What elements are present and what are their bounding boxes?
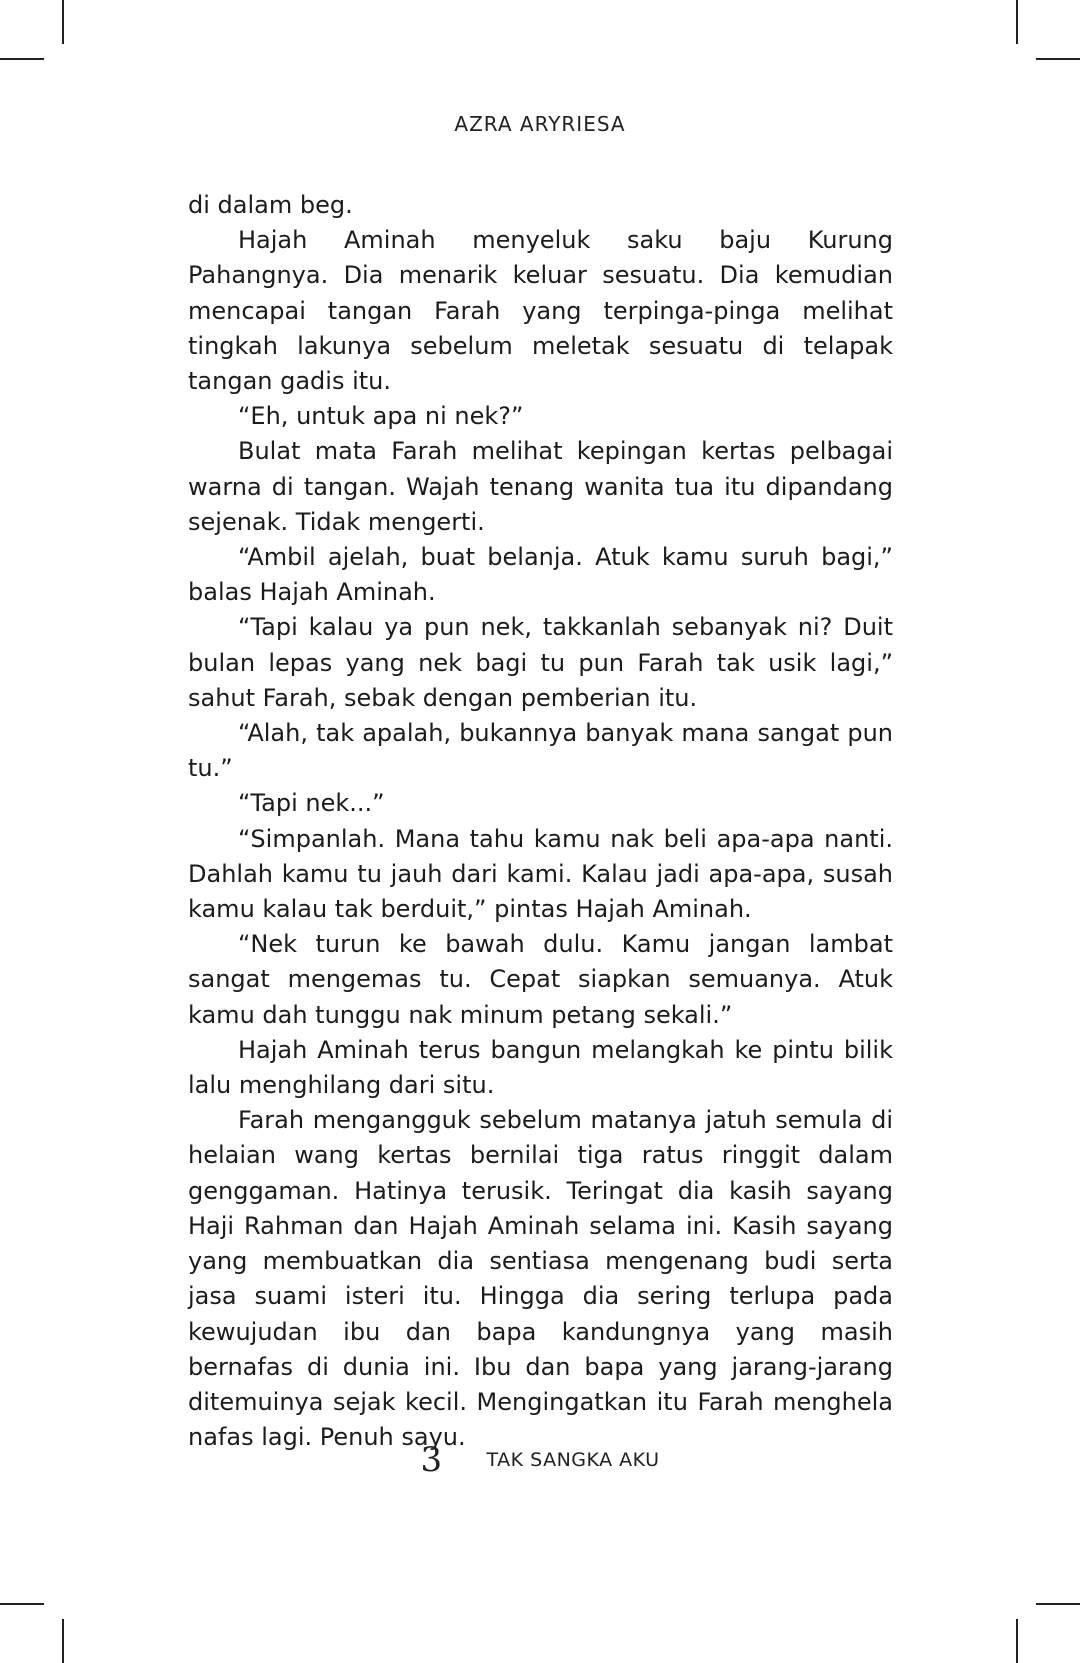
paragraph: Hajah Aminah menyeluk saku baju Kurung Pahangnya. Dia menarik keluar sesuatu. Dia kemudian mencapai tangan Farah yang terpinga-pinga melihat tingkah lakunya sebelum meletak sesuatu di telapak tangan gadis itu. — [188, 226, 893, 396]
body-text — [188, 188, 893, 1455]
crop-mark-bottom-right-vertical — [1016, 1619, 1018, 1663]
page-number: 3 — [420, 1440, 443, 1480]
paragraph: “Tapi nek...” — [238, 789, 385, 818]
paragraph: “Alah, tak apalah, bukannya banyak mana sangat pun tu.” — [188, 719, 893, 783]
page-footer — [0, 1440, 1080, 1480]
crop-mark-bottom-right-horizontal — [1036, 1603, 1080, 1605]
crop-mark-bottom-left-horizontal — [0, 1603, 44, 1605]
paragraph: Farah mengangguk sebelum matanya jatuh semula di helaian wang kertas bernilai tiga ratus ringgit dalam genggaman. Hatinya terusik. Teringat dia kasih sayang Haji Rahman dan Hajah Aminah selama ini. Kasih sayang yang membuatkan dia sentiasa mengenang budi serta jasa suami isteri itu. Hingga dia sering terlupa pada kewujudan ibu dan bapa kandungnya yang masih bernafas di dunia ini. Ibu dan bapa yang jarang-jarang ditemuinya sejak kecil. Mengingatkan itu Farah menghela nafas lagi. Penuh sayu. — [188, 1106, 893, 1452]
paragraph: “Nek turun ke bawah dulu. Kamu jangan lambat sangat mengemas tu. Cepat siapkan semuanya. Atuk kamu dah tunggu nak minum petang sekali.” — [188, 930, 893, 1029]
running-head-author: AZRA ARYRIESA — [454, 112, 626, 136]
book-title: TAK SANGKA AKU — [486, 1449, 660, 1471]
crop-mark-top-right-horizontal — [1036, 58, 1080, 60]
paragraph: “Tapi kalau ya pun nek, takkanlah sebanyak ni? Duit bulan lepas yang nek bagi tu pun Farah tak usik lagi,” sahut Farah, sebak dengan pemberian itu. — [188, 613, 893, 712]
paragraph: Bulat mata Farah melihat kepingan kertas pelbagai warna di tangan. Wajah tenang wanita tua itu dipandang sejenak. Tidak mengerti. — [188, 437, 893, 536]
crop-mark-top-left-horizontal — [0, 58, 44, 60]
paragraph: Hajah Aminah terus bangun melangkah ke pintu bilik lalu menghilang dari situ. — [188, 1035, 893, 1100]
crop-mark-top-right-vertical — [1016, 0, 1018, 44]
crop-mark-top-left-vertical — [62, 0, 64, 44]
paragraph: di dalam beg. — [188, 191, 353, 219]
paragraph: “Simpanlah. Mana tahu kamu nak beli apa-apa nanti. Dahlah kamu tu jauh dari kami. Kalau jadi apa-apa, susah kamu kalau tak berduit,” pintas Hajah Aminah. — [188, 824, 893, 924]
paragraph: “Eh, untuk apa ni nek?” — [238, 402, 524, 431]
crop-mark-bottom-left-vertical — [62, 1619, 64, 1663]
paragraph: “Ambil ajelah, buat belanja. Atuk kamu suruh bagi,” balas Hajah Aminah. — [188, 543, 893, 607]
